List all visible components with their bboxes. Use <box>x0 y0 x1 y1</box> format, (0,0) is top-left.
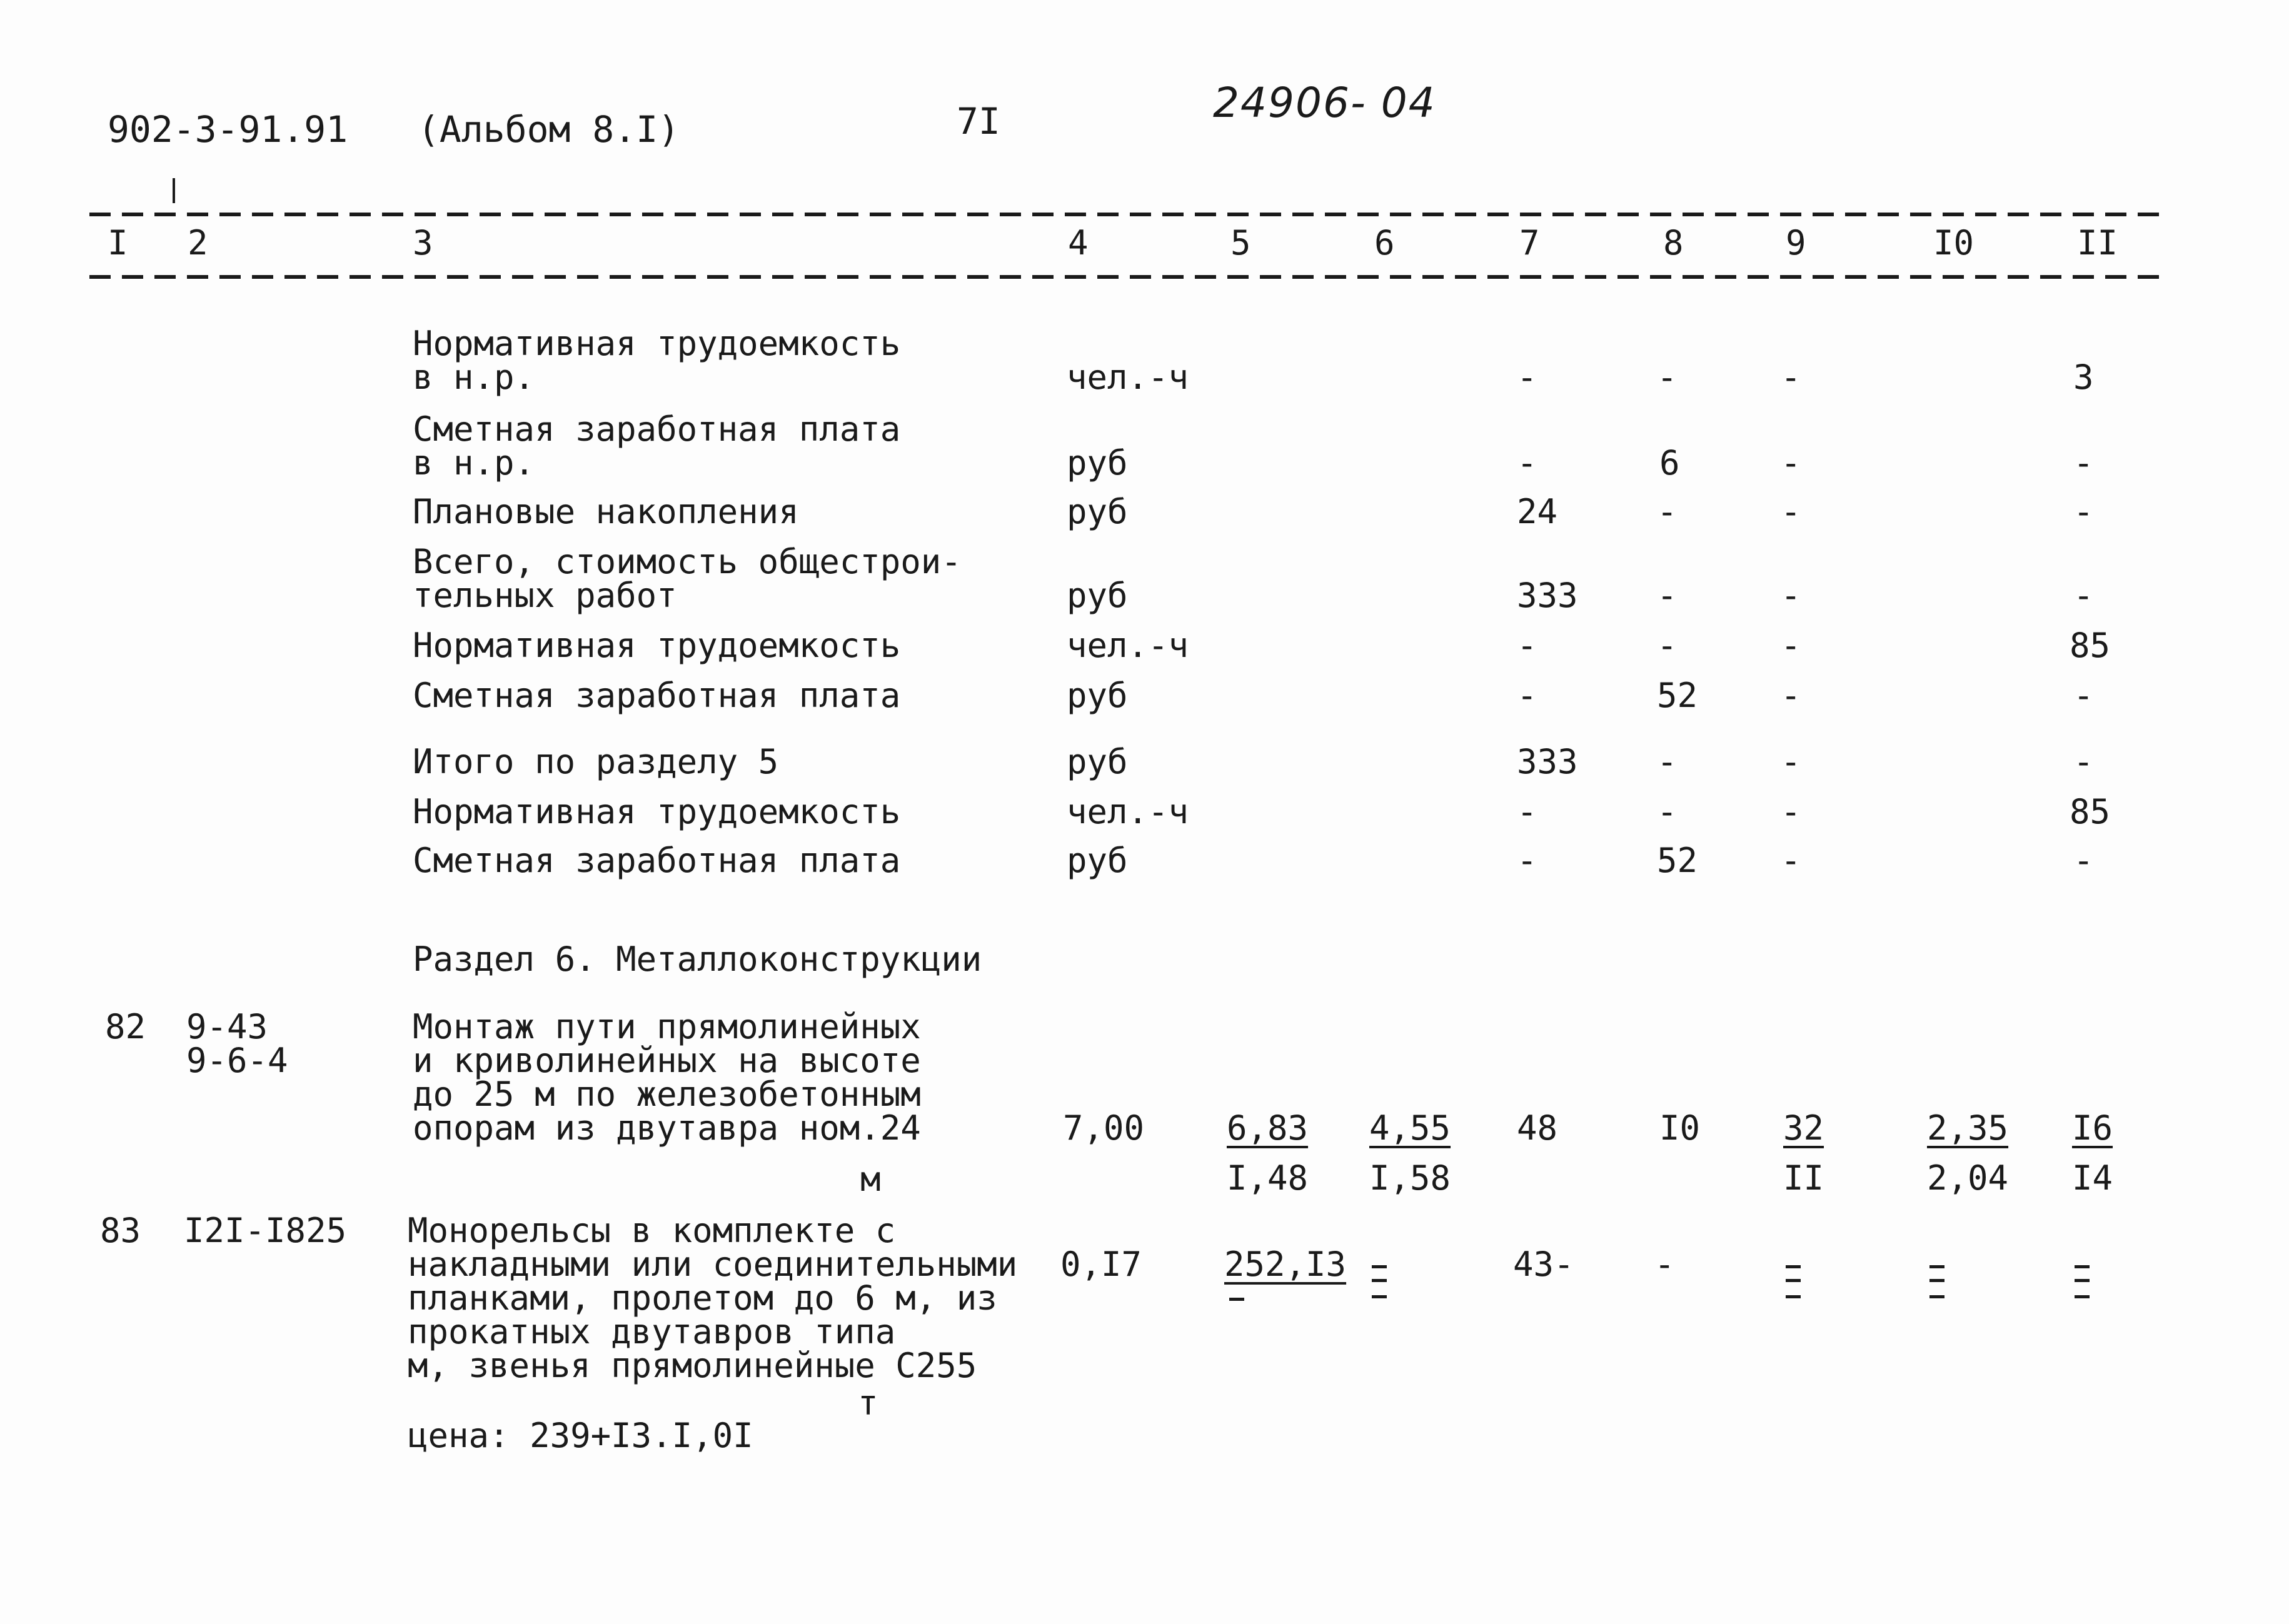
cell-col11: - <box>2073 443 2094 483</box>
cell-col7: 24 <box>1517 492 1558 531</box>
cell-col8: I0 <box>1659 1108 1701 1148</box>
row-unit: руб <box>1067 576 1128 615</box>
cell-col9: - <box>1781 358 1801 397</box>
row-unit: чел.-ч <box>1067 792 1189 831</box>
cell-col7: - <box>1517 443 1537 483</box>
cell-col8: 52 <box>1657 676 1698 715</box>
page-number: 7I <box>957 100 1000 143</box>
row-unit: руб <box>1067 841 1128 880</box>
cell-col7: 333 <box>1517 576 1578 615</box>
cell-col9: - <box>1781 841 1801 880</box>
cell-col9-top: 32 <box>1783 1108 1824 1148</box>
cell-col11: - <box>2073 576 2094 615</box>
col-header-8: 8 <box>1663 223 1684 263</box>
cell-col6-bottom: I,58 <box>1369 1158 1451 1198</box>
row-unit: руб <box>1067 443 1128 483</box>
cell-col9: - <box>1781 676 1801 715</box>
row-name: Нормативная трудоемкость <box>413 626 901 665</box>
cell-col8: 6 <box>1659 443 1680 483</box>
cell-col4: 0,I7 <box>1060 1245 1142 1284</box>
col-header-7: 7 <box>1519 223 1540 263</box>
row-name: Плановые накопления <box>413 492 799 531</box>
doc-code: 902-3-91.91 <box>108 108 348 151</box>
cell-col11: 85 <box>2070 626 2111 665</box>
col-header-1: I <box>108 223 128 263</box>
col-header-9: 9 <box>1786 223 1806 263</box>
cell-col11: 85 <box>2070 792 2111 831</box>
cell-col7: 333 <box>1517 742 1578 781</box>
dash-mark <box>1929 1295 1944 1298</box>
col-header-4: 4 <box>1068 223 1089 263</box>
cell-col5-bottom: I,48 <box>1227 1158 1309 1198</box>
item-unit: м <box>860 1160 881 1199</box>
cell-col9: - <box>1781 792 1801 831</box>
item-code: 9-43 9-6-4 <box>186 1007 288 1080</box>
cell-col8: - <box>1657 492 1678 531</box>
column-tick-mark <box>173 178 175 203</box>
cell-col7: 48 <box>1517 1108 1558 1148</box>
cell-col5-top: 6,83 <box>1227 1108 1309 1148</box>
cell-col7: - <box>1517 626 1537 665</box>
cell-col9-bottom: II <box>1783 1158 1824 1198</box>
row-name: Сметная заработная плата в н.р. <box>413 409 901 483</box>
col-header-3: 3 <box>413 223 433 263</box>
col-header-10: I0 <box>1933 223 1975 263</box>
item-number: 82 <box>105 1007 146 1046</box>
cell-col7: - <box>1517 676 1537 715</box>
cell-col5-top: 252,I3 <box>1224 1245 1347 1284</box>
cell-col8: - <box>1657 358 1678 397</box>
row-name: Сметная заработная плата <box>413 841 901 880</box>
dash-mark <box>2075 1279 2090 1282</box>
row-unit: чел.-ч <box>1067 626 1189 665</box>
row-name: Итого по разделу 5 <box>413 742 779 781</box>
col-header-6: 6 <box>1374 223 1395 263</box>
cell-col8: 52 <box>1657 841 1698 880</box>
item-name: Монорельсы в комплекте с накладными или соединительными планками, пролетом до 6 м, из прокатных двутавров типа м, звенья прямолинейные С255 <box>408 1211 1018 1385</box>
col-header-5: 5 <box>1230 223 1251 263</box>
dash-mark <box>2075 1265 2090 1268</box>
cell-col11-bottom: I4 <box>2072 1158 2113 1198</box>
row-name: Всего, стоимость общестрои- тельных работ <box>413 542 962 615</box>
dash-mark <box>1229 1298 1244 1301</box>
cell-col9: - <box>1781 443 1801 483</box>
cell-col11: - <box>2073 841 2094 880</box>
cell-col11: 3 <box>2073 358 2094 397</box>
row-unit: руб <box>1067 492 1128 531</box>
dash-mark <box>1786 1279 1801 1282</box>
row-unit: руб <box>1067 742 1128 781</box>
cell-col8: - <box>1657 576 1678 615</box>
cell-col7: - <box>1517 841 1537 880</box>
row-unit: руб <box>1067 676 1128 715</box>
col-header-2: 2 <box>188 223 208 263</box>
cell-col4: 7,00 <box>1063 1108 1145 1148</box>
header-rule-top <box>89 213 2160 216</box>
cell-col7: - <box>1517 792 1537 831</box>
dash-mark <box>1372 1295 1387 1298</box>
cell-col11: - <box>2073 676 2094 715</box>
cell-col9: - <box>1781 742 1801 781</box>
dash-mark <box>1929 1279 1944 1282</box>
cell-col7: - <box>1517 358 1537 397</box>
cell-col9: - <box>1781 626 1801 665</box>
header-rule-bottom <box>89 275 2160 279</box>
cell-col8: - <box>1654 1245 1675 1284</box>
price-note: цена: 239+I3.I,0I <box>408 1416 753 1455</box>
row-name: Сметная заработная плата <box>413 676 901 715</box>
cell-col11: - <box>2073 742 2094 781</box>
album-label: (Альбом 8.I) <box>418 108 680 151</box>
dash-mark <box>1372 1265 1387 1268</box>
item-name: Монтаж пути прямолинейных и криволинейных на высоте до 25 м по железобетонным опорам из двутавра ном.24 <box>413 1007 921 1148</box>
cell-col8: - <box>1657 626 1678 665</box>
handwritten-number: 24906- 04 <box>1213 79 1436 127</box>
item-unit: т <box>858 1383 878 1423</box>
section-title: Раздел 6. Металлоконструкции <box>413 940 982 979</box>
cell-col11-top: I6 <box>2072 1108 2113 1148</box>
row-unit: чел.-ч <box>1067 358 1189 397</box>
cell-col6-top: 4,55 <box>1369 1108 1451 1148</box>
dash-mark <box>1372 1279 1387 1282</box>
cell-col8: - <box>1657 742 1678 781</box>
row-name: Нормативная трудоемкость в н.р. <box>413 324 901 397</box>
cell-col9: - <box>1781 576 1801 615</box>
dash-mark <box>1929 1265 1944 1268</box>
dash-mark <box>2075 1295 2090 1298</box>
dash-mark <box>1786 1295 1801 1298</box>
row-name: Нормативная трудоемкость <box>413 792 901 831</box>
cell-col10-bottom: 2,04 <box>1927 1158 2009 1198</box>
cell-col10-top: 2,35 <box>1927 1108 2009 1148</box>
item-code: I2I-I825 <box>184 1211 347 1250</box>
cell-col8: - <box>1657 792 1678 831</box>
dash-mark <box>1786 1265 1801 1268</box>
col-header-11: II <box>2077 223 2118 263</box>
cell-col11: - <box>2073 492 2094 531</box>
cell-col7: 43- <box>1513 1245 1574 1284</box>
item-number: 83 <box>100 1211 141 1250</box>
cell-col9: - <box>1781 492 1801 531</box>
